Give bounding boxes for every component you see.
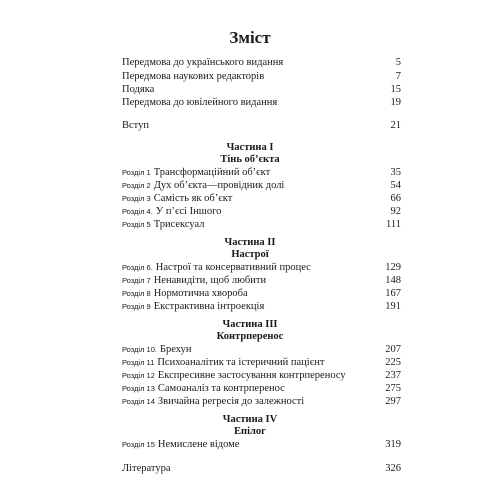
toc-entry (122, 166, 401, 180)
toc-entry-label: Подяка (122, 84, 155, 95)
toc-entry-label: Дух об’єкта—провідник долі (153, 180, 285, 191)
toc-entry (122, 179, 401, 193)
toc-entry-page: 15 (390, 84, 401, 95)
toc-entry-page: 129 (385, 262, 401, 273)
chapter-prefix: Розділ 1 (122, 168, 151, 177)
chapter-prefix: Розділ 2 (122, 181, 151, 190)
chapter-prefix: Розділ 10. (122, 345, 157, 354)
toc-entry-label: Трисексуал (153, 219, 205, 230)
chapter-prefix: Розділ 7 (122, 276, 151, 285)
toc-entry-label: Звичайна регресія до залежності (157, 396, 305, 407)
toc-entry (122, 70, 401, 84)
toc-entry-label: Передмова до ювілейного видання (122, 97, 278, 108)
chapter-prefix: Розділ 13 (122, 384, 155, 393)
toc-entry (122, 83, 401, 97)
toc-entry (122, 395, 401, 409)
toc-entry-intro (122, 119, 401, 133)
chapter-prefix: Розділ 9 (122, 302, 151, 311)
toc-entry (122, 274, 401, 288)
toc-entry-page: 275 (385, 383, 401, 394)
part-number: Частина I (226, 142, 274, 153)
chapter-prefix: Розділ 11 (122, 358, 155, 367)
chapter-prefix: Розділ 5 (122, 220, 151, 229)
toc-entry-label: Вступ (122, 120, 149, 131)
toc-entry (122, 356, 401, 370)
toc-entry-page: 297 (385, 396, 401, 407)
toc-entry (122, 300, 401, 314)
toc-entry-page: 35 (390, 167, 401, 178)
toc-entry (122, 287, 401, 301)
toc-entry-page: 19 (390, 97, 401, 108)
toc-entry-label: У п’єсі Іншого (155, 206, 222, 217)
toc-entry-bibliography (122, 462, 401, 476)
part-name: Контрперенос (216, 331, 284, 342)
chapter-prefix: Розділ 12 (122, 371, 155, 380)
toc-entry-page: 92 (390, 206, 401, 217)
toc-entry-label: Нормотична хвороба (153, 288, 248, 299)
toc-entry-page: 191 (385, 301, 401, 312)
toc-entry-page: 326 (385, 463, 401, 474)
toc-entry-page: 54 (390, 180, 401, 191)
chapter-prefix: Розділ 3 (122, 194, 151, 203)
chapter-prefix: Розділ 14 (122, 397, 155, 406)
toc-entry (122, 192, 401, 206)
toc-entry (122, 382, 401, 396)
toc-entry (122, 205, 401, 219)
part-name: Тінь об’єкта (220, 154, 280, 165)
toc-entry (122, 343, 401, 357)
toc-entry-label: Екстрактивна інтроекція (153, 301, 265, 312)
toc-entry-label: Самість як об’єкт (153, 193, 233, 204)
toc-entry-page: 319 (385, 439, 401, 450)
toc-entry-label: Література (122, 463, 171, 474)
toc-entry-label: Ненавидіти, щоб любити (153, 275, 267, 286)
toc-entry-page: 5 (395, 57, 401, 68)
toc-entry (122, 369, 401, 383)
toc-entry-page: 111 (386, 219, 401, 230)
part-name: Настрої (231, 249, 269, 260)
toc-entry-page: 207 (385, 344, 401, 355)
chapter-prefix: Розділ 8 (122, 289, 151, 298)
page-title: Зміст (229, 28, 271, 47)
toc-entry-page: 225 (385, 357, 401, 368)
toc-entry-label: Брехун (159, 344, 192, 355)
toc-entry (122, 218, 401, 232)
toc-entry (122, 56, 401, 70)
toc-entry-label: Самоаналіз та контрперенос (157, 383, 285, 394)
toc-entry-page: 148 (385, 275, 401, 286)
part-name: Епілог (234, 426, 266, 437)
toc-entry (122, 261, 401, 275)
toc-entry-label: Передмова до українського видання (122, 57, 284, 68)
toc-entry-label: Експресивне застосування контрпереносу (157, 370, 346, 381)
toc-entry-page: 21 (390, 120, 401, 131)
chapter-prefix: Розділ 6. (122, 263, 153, 272)
toc-entry-page: 167 (385, 288, 401, 299)
toc-entry-label: Трансформаційний об’єкт (153, 167, 271, 178)
chapter-prefix: Розділ 15 (122, 440, 155, 449)
toc-entry-label: Немислене відоме (157, 439, 240, 450)
toc-entry-label: Психоаналітик та істеричний пацієнт (157, 357, 325, 368)
toc-entry-page: 237 (385, 370, 401, 381)
toc-entry-page: 66 (390, 193, 401, 204)
toc-entry-page: 7 (395, 71, 401, 82)
toc-entry (122, 438, 401, 452)
part-number: Частина III (222, 319, 278, 330)
chapter-prefix: Розділ 4. (122, 207, 153, 216)
toc-entry-label: Настрої та консервативний процес (155, 262, 311, 273)
part-number: Частина IV (222, 414, 278, 425)
toc-entry (122, 96, 401, 110)
part-number: Частина II (224, 237, 276, 248)
toc-entry-label: Передмова наукових редакторів (122, 71, 265, 82)
